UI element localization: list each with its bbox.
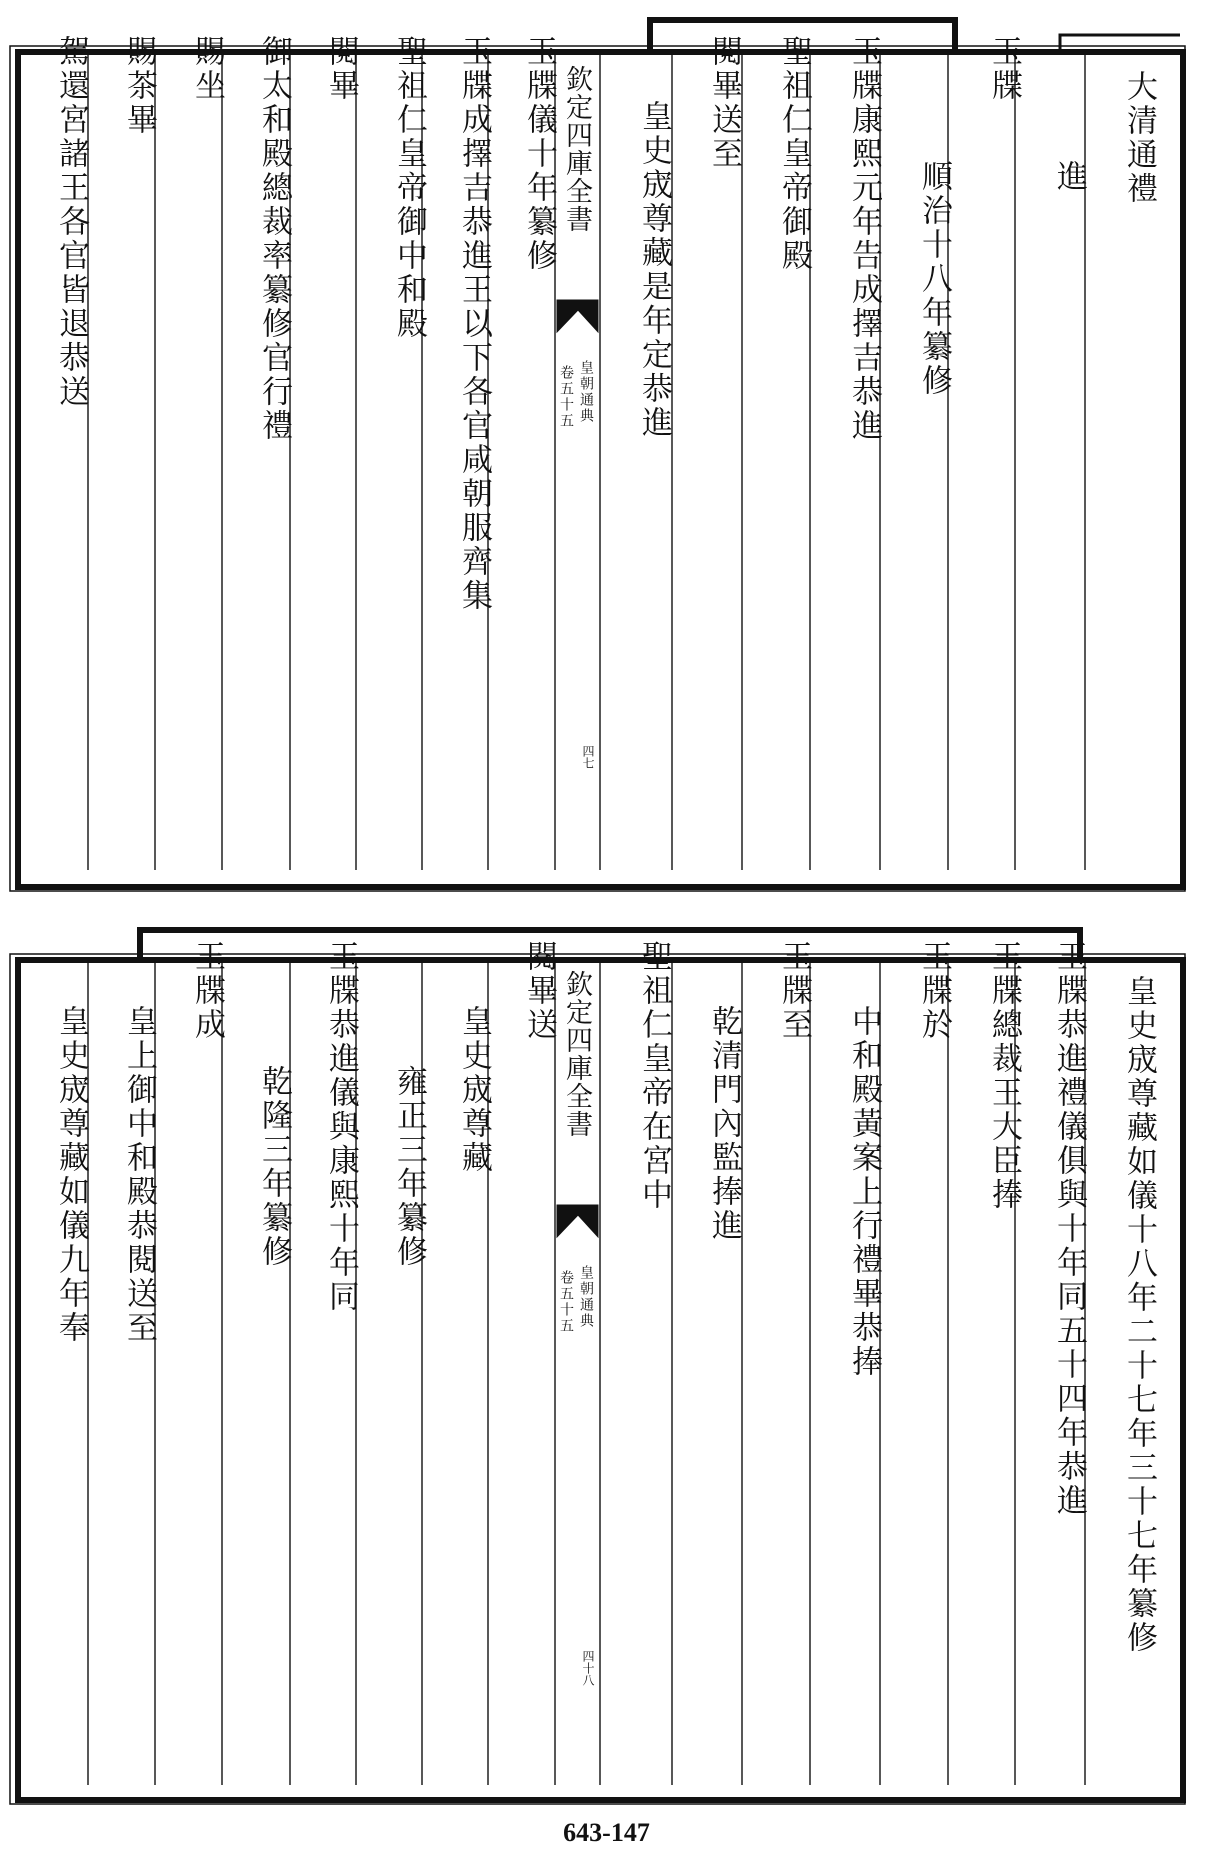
text-column: 皇史宬尊藏是年定恭進 xyxy=(636,100,672,440)
gutter-volume: 卷五十五 xyxy=(558,365,574,429)
top-page xyxy=(0,10,1213,900)
text-column: 玉牒康熙元年告成擇吉恭進 xyxy=(846,35,882,443)
text-column: 玉牒於 xyxy=(916,940,952,1042)
text-column: 駕還宮諸王各官皆退恭送 xyxy=(53,35,89,409)
gutter-title: 欽定四庫全書 xyxy=(561,970,592,1138)
text-column: 玉牒儀十年纂修 xyxy=(521,35,557,273)
text-column: 聖祖仁皇帝在宮中 xyxy=(636,940,672,1212)
top-page-frame xyxy=(0,10,1213,900)
page-footer-number: 643-147 xyxy=(563,1818,650,1847)
bottom-page xyxy=(0,915,1213,1815)
text-column: 聖祖仁皇帝御中和殿 xyxy=(391,35,427,341)
text-column: 玉牒總裁王大臣捧 xyxy=(986,940,1022,1212)
text-column: 閱畢送 xyxy=(521,940,557,1042)
text-column: 賜坐 xyxy=(189,35,225,103)
gutter-volume: 卷五十五 xyxy=(558,1270,574,1334)
text-column: 順治十八年纂修 xyxy=(916,160,952,398)
text-column: 大清通禮 xyxy=(1121,70,1157,206)
text-column: 玉牒 xyxy=(986,35,1022,103)
text-column: 中和殿黃案上行禮畢恭捧 xyxy=(846,1005,882,1379)
text-column: 賜茶畢 xyxy=(121,35,157,137)
text-column: 閱畢送至 xyxy=(706,35,742,171)
text-column: 玉牒至 xyxy=(776,940,812,1042)
text-column: 雍正三年纂修 xyxy=(391,1065,427,1269)
text-column: 皇史宬尊藏如儀九年奉 xyxy=(53,1005,89,1345)
bottom-page-frame xyxy=(0,915,1213,1815)
gutter-book-name: 皇朝通典 xyxy=(578,1265,594,1329)
gutter-page-number: 四七 xyxy=(581,745,595,769)
text-column: 玉牒成擇吉恭進王以下各官咸朝服齊集 xyxy=(456,35,492,613)
text-column: 乾清門內監捧進 xyxy=(706,1005,742,1243)
text-column: 御太和殿總裁率纂修官行禮 xyxy=(256,35,292,443)
text-column: 閱畢 xyxy=(323,35,359,103)
text-column: 玉牒恭進禮儀俱與十年同五十四年恭進 xyxy=(1051,940,1087,1518)
text-column: 玉牒成 xyxy=(189,940,225,1042)
gutter-page-number: 四十八 xyxy=(581,1650,595,1686)
text-column: 玉牒恭進儀與康熙十年同 xyxy=(323,940,359,1314)
gutter-book-name: 皇朝通典 xyxy=(578,360,594,424)
text-column: 乾隆三年纂修 xyxy=(256,1065,292,1269)
text-column: 皇上御中和殿恭閱送至 xyxy=(121,1005,157,1345)
gutter-title: 欽定四庫全書 xyxy=(561,65,592,233)
text-column: 皇史宬尊藏如儀十八年二十七年三十七年纂修 xyxy=(1121,975,1157,1655)
text-column: 聖祖仁皇帝御殿 xyxy=(776,35,812,273)
text-column: 皇史宬尊藏 xyxy=(456,1005,492,1175)
text-column: 進 xyxy=(1051,160,1087,194)
